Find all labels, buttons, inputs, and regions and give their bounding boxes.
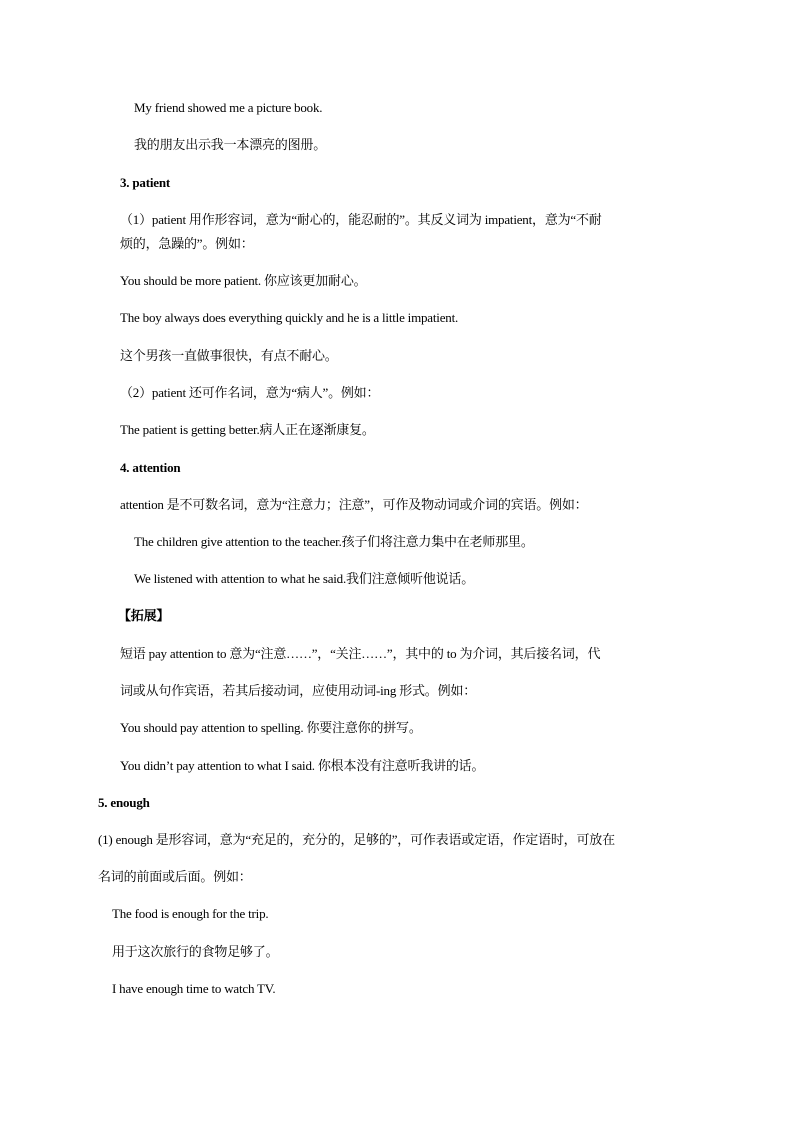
example-sentence-en: The food is enough for the trip. — [112, 906, 269, 921]
paragraph-line: （2）patient 还可作名词，意为“病人”。例如： — [120, 385, 380, 400]
section-heading-attention: 4. attention — [120, 460, 181, 475]
example-sentence-zh: 我的朋友出示我一本漂亮的图册。 — [134, 137, 327, 152]
example-sentence-zh: 用于这次旅行的食物足够了。 — [112, 944, 279, 959]
example-sentence: The patient is getting better.病人正在逐渐康复。 — [120, 422, 375, 437]
example-sentence-en: I have enough time to watch TV. — [112, 981, 276, 996]
example-sentence-en: You should be more patient. 你应该更加耐心。 — [120, 273, 367, 288]
paragraph-line: 烦的，急躁的”。例如： — [120, 236, 254, 251]
extension-heading: 【拓展】 — [118, 608, 170, 623]
example-sentence-en: The boy always does everything quickly and he is a little impatient. — [120, 310, 459, 325]
section-heading-patient: 3. patient — [120, 175, 171, 190]
example-sentence-zh: 这个男孩一直做事很快，有点不耐心。 — [120, 348, 338, 363]
paragraph-line: 名词的前面或后面。例如： — [98, 869, 252, 884]
example-sentence-en: My friend showed me a picture book. — [134, 100, 323, 115]
example-sentence: The children give attention to the teacher.孩子们将注意力集中在老师那里。 — [134, 534, 534, 549]
paragraph-line: 词或从句作宾语，若其后接动词，应使用动词-ing 形式。例如： — [120, 683, 476, 698]
example-sentence: You didn’t pay attention to what I said. 你根本没有注意听我讲的话。 — [120, 758, 485, 773]
section-heading-enough: 5. enough — [98, 795, 150, 810]
paragraph-line: (1) enough 是形容词，意为“充足的，充分的，足够的”，可作表语或定语，作定语时，可放在 — [98, 832, 615, 847]
example-sentence: We listened with attention to what he said.我们注意倾听他说话。 — [134, 571, 475, 586]
paragraph-line: （1）patient 用作形容词，意为“耐心的，能忍耐的”。其反义词为 impatient，意为“不耐 — [120, 212, 602, 227]
paragraph-line: attention 是不可数名词，意为“注意力；注意”，可作及物动词或介词的宾语。例如： — [120, 497, 588, 512]
example-sentence: You should pay attention to spelling. 你要注意你的拼写。 — [120, 720, 422, 735]
paragraph-line: 短语 pay attention to 意为“注意……”，“关注……”，其中的 to 为介词，其后接名词，代 — [120, 646, 601, 661]
